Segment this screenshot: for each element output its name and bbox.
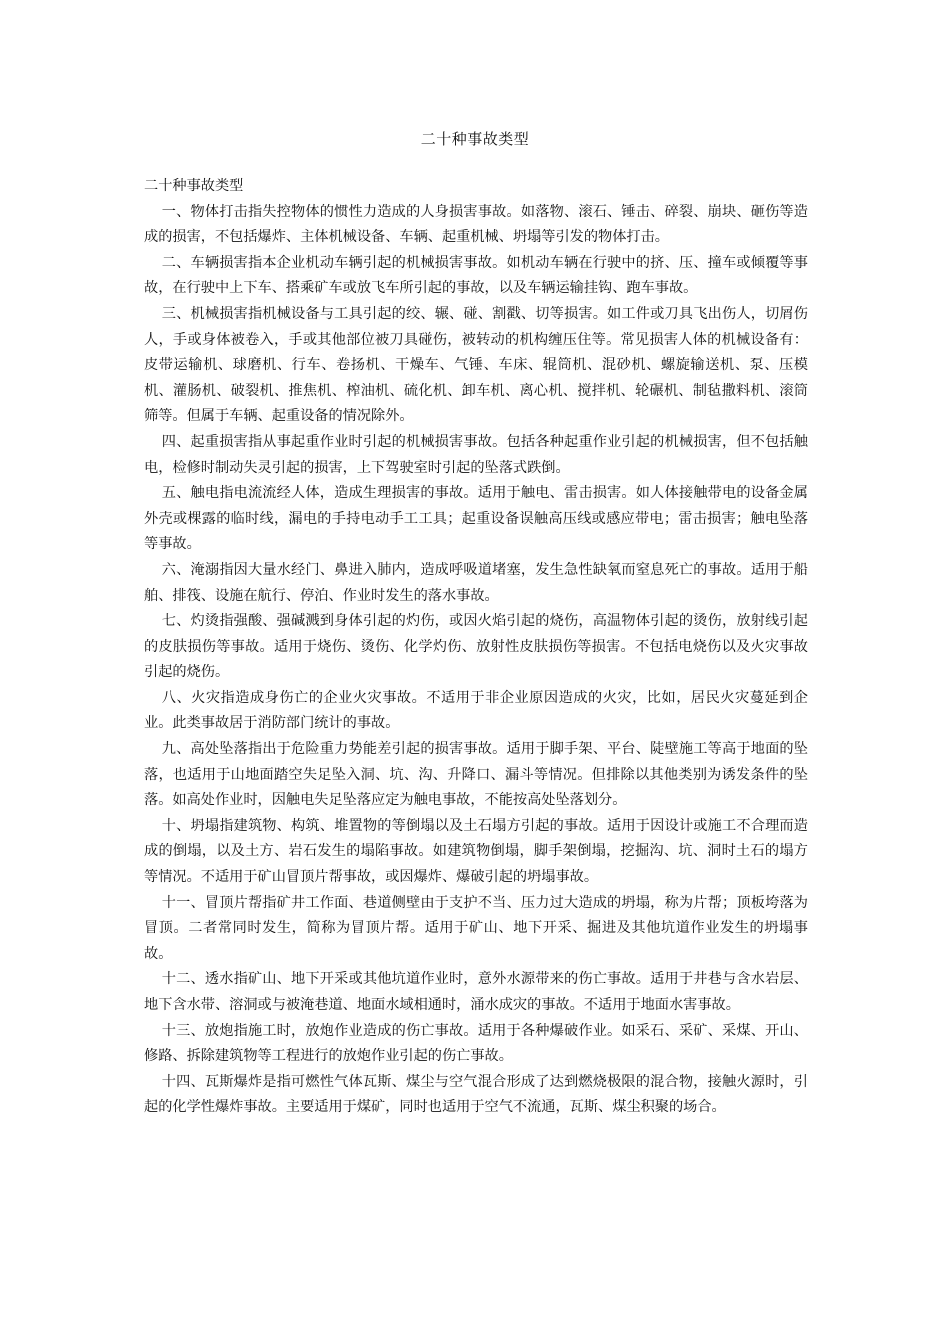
paragraph-10: 十、坍塌指建筑物、构筑、堆置物的等倒塌以及土石塌方引起的事故。适用于因设计或施工不合理而造成的倒塌，以及土方、岩石发生的塌陷事故。如建筑物倒塌，脚手架倒塌，挖掘沟、坑、洞时土石的塌方等情况。不适用于矿山冒顶片帮事故，或因爆炸、爆破引起的坍塌事故。 (144, 817, 808, 886)
paragraph-13: 十三、放炮指施工时，放炮作业造成的伤亡事故。适用于各种爆破作业。如采石、采矿、采煤、开山、修路、拆除建筑物等工程进行的放炮作业引起的伤亡事故。 (144, 1022, 808, 1065)
document-subtitle: 二十种事故类型 (144, 178, 244, 194)
paragraph-3: 三、机械损害指机械设备与工具引起的绞、辗、碰、割戳、切等损害。如工件或刀具飞出伤人，切屑伤人，手或身体被卷入，手或其他部位被刀具碰伤，被转动的机构缠压住等。常见损害人体的机械设备有：皮带运输机、球磨机、行车、卷扬机、干燥车、气锤、车床、辊筒机、混砂机、螺旋输送机、泵、压模机、灌肠机、破裂机、推焦机、榨油机、硫化机、卸车机、离心机、搅拌机、轮碾机、制毡撒料机、滚筒筛等。但属于车辆、起重设备的情况除外。 (144, 305, 808, 425)
paragraph-7: 七、灼烫指强酸、强碱溅到身体引起的灼伤，或因火焰引起的烧伤，高温物体引起的烫伤，放射线引起的皮肤损伤等事故。适用于烧伤、烫伤、化学灼伤、放射性皮肤损伤等损害。不包括电烧伤以及火灾事故引起的烧伤。 (144, 613, 808, 681)
document-title: 二十种事故类型 (420, 130, 530, 148)
paragraph-4: 四、起重损害指从事起重作业时引起的机械损害事故。包括各种起重作业引起的机械损害，但不包括触电，检修时制动失灵引起的损害，上下驾驶室时引起的坠落式跌倒。 (144, 433, 808, 476)
document-body (144, 174, 808, 1121)
paragraph-5: 五、触电指电流流经人体，造成生理损害的事故。适用于触电、雷击损害。如人体接触带电的设备金属外壳或棵露的临时线，漏电的手持电动手工工具；起重设备误触高压线或感应带电；雷击损害；触电坠落等事故。 (144, 485, 808, 553)
paragraph-9: 九、高处坠落指出于危险重力势能差引起的损害事故。适用于脚手架、平台、陡壁施工等高于地面的坠落，也适用于山地面踏空失足坠入洞、坑、沟、升降口、漏斗等情况。但排除以其他类别为诱发条件的坠落。如高处作业时，因触电失足坠落应定为触电事故，不能按高处坠落划分。 (144, 741, 808, 809)
paragraph-14: 十四、瓦斯爆炸是指可燃性气体瓦斯、煤尘与空气混合形成了达到燃烧极限的混合物，接触火源时，引起的化学性爆炸事故。主要适用于煤矿，同时也适用于空气不流通，瓦斯、煤尘积聚的场合。 (144, 1073, 808, 1116)
paragraph-12: 十二、透水指矿山、地下开采或其他坑道作业时，意外水源带来的伤亡事故。适用于井巷与含水岩层、地下含水带、溶洞或与被淹巷道、地面水域相通时，涌水成灾的事故。不适用于地面水害事故。 (144, 971, 808, 1013)
paragraph-1: 一、物体打击指失控物体的惯性力造成的人身损害事故。如落物、滚石、锤击、碎裂、崩块、砸伤等造成的损害，不包括爆炸、主体机械设备、车辆、起重机械、坍塌等引发的物体打击。 (144, 203, 808, 246)
paragraph-6: 六、淹溺指因大量水经门、鼻进入肺内，造成呼吸道堵塞，发生急性缺氧而窒息死亡的事故。适用于船舶、排筏、设施在航行、停泊、作业时发生的落水事故。 (144, 561, 808, 604)
paragraph-8: 八、火灾指造成身伤亡的企业火灾事故。不适用于非企业原因造成的火灾，比如，居民火灾蔓延到企业。此类事故居于消防部门统计的事故。 (144, 689, 808, 732)
paragraph-11: 十一、冒顶片帮指矿井工作面、巷道侧壁由于支护不当、压力过大造成的坍塌，称为片帮；顶板垮落为冒顶。二者常同时发生，简称为冒顶片帮。适用于矿山、地下开采、掘进及其他坑道作业发生的坍塌事故。 (144, 894, 808, 962)
paragraph-2: 二、车辆损害指本企业机动车辆引起的机械损害事故。如机动车辆在行驶中的挤、压、撞车或倾覆等事故，在行驶中上下车、搭乘矿车或放飞车所引起的事故，以及车辆运输挂钩、跑车事故。 (144, 254, 808, 297)
